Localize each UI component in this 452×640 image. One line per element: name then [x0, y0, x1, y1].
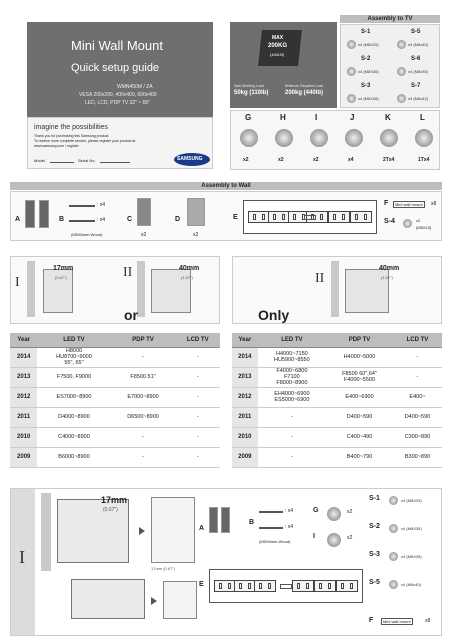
samsung-logo-text: SAMSUNG: [177, 156, 203, 162]
wall-illustration-2: [137, 261, 145, 317]
or-label: or: [124, 307, 138, 323]
wall-f-qty: x8: [431, 201, 437, 207]
table-cell: F7500, F9000: [37, 367, 110, 387]
bottom-screws: [367, 495, 441, 611]
part-icon-j: [345, 129, 363, 147]
wall-s4-qty: x2: [416, 218, 421, 223]
bottom-dim-in: (0.67"): [103, 507, 118, 513]
table-cell: E7000~8900: [111, 387, 176, 407]
table-cell: -: [258, 407, 326, 427]
table-cell: D4000~8900: [37, 407, 110, 427]
table-cell: -: [258, 447, 326, 467]
bottom-screw-id-s-1: S-1: [369, 495, 380, 502]
bottom-bolt-icon-1: [259, 511, 283, 513]
part-letter-k: K: [385, 113, 391, 122]
table-cell: 2009: [232, 447, 258, 467]
wall-part-f-letter: F: [384, 200, 389, 207]
cover-title: Mini Wall Mount: [71, 38, 163, 53]
table-cell: C4000~8900: [37, 427, 110, 447]
bottom-screw-qty-s-2: x4 (M8X35): [401, 526, 422, 531]
wall-part-a-letter: A: [15, 216, 21, 223]
table-cell: -: [111, 427, 176, 447]
screw-qty-s-3: x4 (M6X28): [358, 96, 379, 101]
screw-icon: [347, 67, 356, 76]
table-cell: 2011: [10, 407, 37, 427]
cover-model: WMN450M / ZA: [117, 84, 153, 90]
part-icon-g: [240, 129, 258, 147]
bottom-b-letter: B: [249, 519, 255, 526]
screw-icon: [397, 94, 406, 103]
table-row: [10, 387, 220, 407]
wall-s4-size: (M5X15): [416, 225, 432, 230]
table-cell: D400~590: [393, 407, 442, 427]
assembly-tv-header: Assembly to TV: [340, 15, 440, 23]
spacing-40mm-in-left: (1.57"): [181, 275, 193, 280]
table-cell: 2009: [10, 447, 37, 467]
wall-part-c-letter: C: [127, 216, 133, 223]
table-cell: E400~: [393, 387, 442, 407]
screw-icon: [397, 67, 406, 76]
part-letter-g: G: [245, 113, 252, 122]
wall-illustration-1: [27, 261, 35, 317]
table-cell: B300~890: [393, 447, 442, 467]
screw-qty-s-2: x4 (M8X35): [358, 69, 379, 74]
load-max-label: MAX: [272, 35, 284, 41]
bracket-icon-c: [137, 198, 151, 226]
part-icon-i: [310, 129, 328, 147]
bottom-i-qty: x2: [347, 535, 353, 541]
safe-load-value: 50kg (110lb): [234, 90, 269, 96]
table-cell: 2014: [10, 347, 37, 367]
wall-c-qty: x2: [141, 232, 147, 238]
model-line: [50, 162, 74, 163]
part-letter-j: J: [350, 113, 355, 122]
anchor-icon-a: [25, 200, 35, 228]
bottom-bolt-icon-2: [259, 527, 283, 529]
cover-panel: [27, 22, 213, 117]
table-row: [232, 427, 442, 447]
mount-plate-icon: [336, 580, 358, 592]
bottom-arrow-1: [139, 527, 145, 535]
table-cell: 2014: [232, 347, 258, 367]
table-cell: -: [111, 447, 176, 467]
bottom-screw-qty-s-5: x4 (M6x40): [401, 582, 422, 587]
roman-1-left: I: [15, 275, 20, 290]
wall-illustration-3: [331, 261, 339, 317]
bottom-screw-icon: [389, 496, 398, 505]
bottom-screw-qty-s-1: x4 (M8X25): [401, 498, 422, 503]
screw-id-s-6: S-6: [411, 56, 421, 62]
table-cell: -: [176, 407, 221, 427]
spacing-17mm-left: 17mm: [53, 265, 74, 272]
wall-f-label: Mini wall mount: [395, 202, 423, 207]
part-qty-k: 2Tx4: [383, 157, 395, 163]
assembly-wall-panel: [10, 191, 442, 241]
table-cell: EH4000~6900 ES5000~6900: [258, 387, 326, 407]
cover-url: www.samsung.com / register: [34, 144, 79, 148]
bottom-roman: I: [19, 547, 25, 567]
table-cell: H8000 HU8700~9000 55", 65": [37, 347, 110, 367]
serial-line: [100, 162, 130, 163]
table-cell: -: [393, 347, 442, 367]
wall-part-b-letter: B: [59, 216, 65, 223]
bolt-icon-b1: [69, 205, 95, 207]
bottom-b-note: (M5X6mm-Wood): [259, 539, 291, 544]
mount-plate-icon: [234, 580, 256, 592]
table-cell: 2011: [232, 407, 258, 427]
bottom-tv-lower: [71, 579, 145, 619]
bottom-screw-id-s-5: S-5: [369, 579, 380, 586]
bottom-anchor-icon-a: [209, 507, 218, 533]
wall-s4-label: S-4: [384, 218, 395, 225]
table-header-cell: Year: [10, 333, 37, 347]
bottom-screw-icon: [389, 580, 398, 589]
plate-center-bar: [304, 215, 316, 220]
mount-plate-icon: [214, 580, 236, 592]
spacing-40mm-right: 40mm: [379, 265, 400, 272]
load-panel: [230, 22, 337, 108]
min-load-label: Minimum Required Load: [285, 84, 324, 88]
table-cell: 2013: [10, 367, 37, 387]
bottom-screw-qty-s-3: x4 (M6X28): [401, 554, 422, 559]
table-cell: -: [393, 367, 442, 387]
table-header-cell: PDP TV: [111, 333, 176, 347]
screw-icon: [347, 40, 356, 49]
part-qty-g: x2: [243, 157, 249, 163]
table-cell: 2010: [10, 427, 37, 447]
table-row: [10, 347, 220, 367]
screw-s4-icon: [403, 219, 412, 228]
screw-qty-s-5: x4 (M6x40): [408, 42, 429, 47]
table-row: [10, 447, 220, 467]
mount-plate-icon: [254, 580, 276, 592]
screw-id-s-7: S-7: [411, 83, 421, 89]
compat-table-left: [10, 333, 220, 468]
bottom-screw-id-s-3: S-3: [369, 551, 380, 558]
bottom-screw-icon: [389, 552, 398, 561]
table-row: [10, 367, 220, 387]
safe-load-label: Safe Working Load: [234, 84, 264, 88]
bottom-wall-illustration: [41, 493, 51, 571]
mount-plate-icon: [314, 580, 336, 592]
screw-id-s-2: S-2: [361, 56, 371, 62]
bottom-tv-side: [151, 497, 195, 563]
part-icon-h: [275, 129, 293, 147]
table-cell: H4000~7150 HU5900~8550: [258, 347, 326, 367]
load-max-value: 200KG: [268, 43, 288, 49]
bottom-screw-icon: [389, 524, 398, 533]
cover-thanks: Thank you for purchasing this Samsung product.: [34, 134, 110, 138]
bottom-tv-illustration: [57, 499, 129, 563]
bottom-i-letter: I: [313, 533, 315, 540]
table-row: [232, 387, 442, 407]
mount-plate-icon: [248, 211, 270, 223]
only-label: Only: [258, 307, 290, 323]
table-cell: B400~790: [326, 447, 393, 467]
mount-plate-icon: [350, 211, 372, 223]
table-cell: F8500 60",64" F4000~5500: [326, 367, 393, 387]
part-qty-h: x2: [278, 157, 284, 163]
table-cell: D6500~8900: [111, 407, 176, 427]
table-cell: -: [176, 347, 221, 367]
table-cell: 2012: [232, 387, 258, 407]
table-cell: -: [111, 347, 176, 367]
table-cell: -: [176, 367, 221, 387]
table-header-cell: Year: [232, 333, 258, 347]
wall-b-note: (M5X6mm-Wood): [71, 232, 103, 237]
bottom-small-dim: 17mm (0.67"): [151, 566, 176, 571]
table-cell: E400~6900: [326, 387, 393, 407]
cover-vesa: VESA 200x200, 400x400, 600x400: [79, 92, 157, 98]
parts-row: [230, 110, 440, 170]
part-qty-i: x2: [313, 157, 319, 163]
part-icon-k: [380, 129, 398, 147]
bottom-f-letter: F: [369, 617, 374, 624]
bottom-f-label: Mini wall mount: [383, 619, 411, 624]
table-cell: B6000~8900: [37, 447, 110, 467]
bottom-arrow-2: [151, 597, 157, 605]
table-cell: 2013: [232, 367, 258, 387]
spacing-40mm-left: 40mm: [179, 265, 200, 272]
cover-compat: LED, LCD, PDP TV 32" ~ 65": [85, 100, 150, 106]
cover-serial-field: Serial No.: [78, 158, 96, 163]
bottom-a-letter: A: [199, 525, 205, 532]
table-cell: C400~490: [326, 427, 393, 447]
part-letter-h: H: [280, 113, 286, 122]
wall-b-qty2: : x4: [97, 217, 106, 223]
bottom-screw-id-s-2: S-2: [369, 523, 380, 530]
table-cell: 2010: [232, 427, 258, 447]
table-row: [232, 347, 442, 367]
bottom-panel: [10, 488, 442, 636]
table-cell: -: [176, 447, 221, 467]
table-header-cell: LED TV: [258, 333, 326, 347]
cover-tagline: imagine the possibilities: [34, 124, 108, 131]
table-cell: F8500 51": [111, 367, 176, 387]
wall-plate-e: [243, 200, 377, 234]
bottom-g-qty: x2: [347, 509, 353, 515]
bottom-tv-lower-side: [163, 581, 197, 619]
table-header-cell: LED TV: [37, 333, 110, 347]
table-cell: C300~890: [393, 427, 442, 447]
bottom-f-qty: x8: [425, 618, 431, 624]
cover-subtitle: Quick setup guide: [71, 62, 160, 74]
wall-part-e-letter: E: [233, 214, 238, 221]
min-load-value: 200kg (440lb): [285, 90, 324, 96]
part-icon-l: [415, 129, 433, 147]
table-cell: ES7000~8900: [37, 387, 110, 407]
bottom-wall-plate-e: [209, 569, 363, 603]
table-row: [232, 367, 442, 387]
table-row: [10, 427, 220, 447]
spacing-40mm-in-right: (1.57"): [381, 275, 393, 280]
load-max-lb: (440LB): [270, 52, 285, 57]
spacing-17mm-in-left: (0.67"): [55, 275, 67, 280]
table-header-cell: PDP TV: [326, 333, 393, 347]
wall-b-qty1: : x4: [97, 202, 106, 208]
part-qty-l: 1Tx4: [418, 157, 430, 163]
mount-plate-icon: [292, 580, 314, 592]
table-header-cell: LCD TV: [176, 333, 221, 347]
table-row: [232, 447, 442, 467]
wall-d-qty: x2: [193, 232, 199, 238]
table-cell: -: [176, 427, 221, 447]
table-row: [232, 407, 442, 427]
assembly-tv-screws: [340, 24, 440, 108]
screw-id-s-1: S-1: [361, 29, 371, 35]
table-cell: -: [258, 427, 326, 447]
bottom-g-letter: G: [313, 507, 319, 514]
table-row: [10, 407, 220, 427]
table-cell: D400~590: [326, 407, 393, 427]
bottom-b-qty2: : x4: [285, 524, 294, 530]
screw-id-s-5: S-5: [411, 29, 421, 35]
table-cell: 2012: [10, 387, 37, 407]
anchor-icon-a2: [39, 200, 49, 228]
roman-2-left: II: [123, 265, 133, 280]
mount-plate-icon: [268, 211, 290, 223]
bottom-e-letter: E: [199, 581, 204, 588]
compat-table-right: [232, 333, 442, 468]
cover-model-field: Model: [34, 158, 45, 163]
screw-icon: [397, 40, 406, 49]
bolt-icon-b2: [69, 220, 95, 222]
cover-register: To receive more complete service, please register your product at: [34, 139, 136, 143]
bottom-g-icon: [327, 507, 341, 521]
bottom-b-qty1: : x4: [285, 508, 294, 514]
table-cell: -: [176, 387, 221, 407]
table-header-cell: LCD TV: [393, 333, 442, 347]
screw-icon: [347, 94, 356, 103]
wall-part-d-letter: D: [175, 216, 181, 223]
bracket-icon-d: [187, 198, 205, 226]
part-letter-i: I: [315, 113, 318, 122]
assembly-wall-header: Assembly to Wall: [10, 182, 442, 190]
screw-qty-s-1: x4 (M8X25): [358, 42, 379, 47]
part-qty-j: x4: [348, 157, 354, 163]
screw-qty-s-6: x4 (M8x30): [408, 69, 429, 74]
mount-plate-icon: [328, 211, 350, 223]
table-cell: F4000~6800 F7100 F8000~8900: [258, 367, 326, 387]
roman-2-right: II: [315, 271, 325, 286]
left-spacing-panel: [10, 256, 220, 324]
part-letter-l: L: [420, 113, 425, 122]
cover-lower: [27, 117, 213, 169]
bottom-anchor-icon-a2: [221, 507, 230, 533]
screw-id-s-3: S-3: [361, 83, 371, 89]
table-cell: H4000~5000: [326, 347, 393, 367]
bottom-dim: 17mm: [101, 495, 128, 505]
bottom-i-icon: [327, 533, 341, 547]
plate-center-bar: [280, 584, 292, 589]
screw-qty-s-7: x4 (M6x42): [408, 96, 429, 101]
